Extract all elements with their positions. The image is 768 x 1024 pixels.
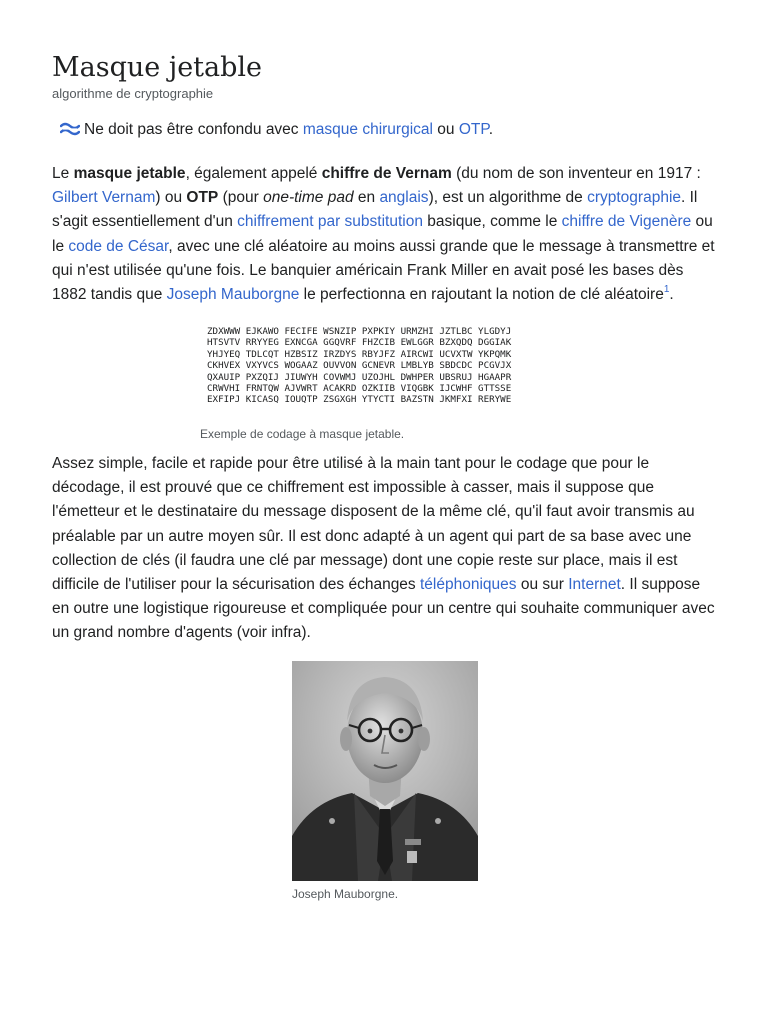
page-subtitle: algorithme de cryptographie [52, 86, 214, 101]
hatnote-suffix: . [488, 121, 494, 138]
link-joseph-mauborgne[interactable]: Joseph Mauborgne [166, 286, 300, 304]
text: ) ou [155, 189, 187, 207]
code-line: HTSVTV RRYYEG EXNCGA GGQVRF FHZCIB EWLGGR BZXQDQ DGGIAK [207, 337, 512, 349]
text: Le [52, 165, 74, 182]
code-line: EXFIPJ KICASQ IOUQTP ZSGXGH YTYCTI BAZSTN JKMFXI RERYWE [207, 394, 512, 406]
code-line: YHJYEQ TDLCQT HZBSIZ IRZDYS RBYJFZ AIRCWI UCVXTW YKPQMK [207, 348, 512, 360]
text: ou sur [516, 576, 569, 594]
link-telephoniques[interactable]: téléphoniques [420, 576, 517, 594]
text: , également appelé [185, 165, 322, 182]
portrait-caption: Joseph Mauborgne. [292, 887, 399, 901]
disambiguation-icon [60, 121, 80, 137]
code-example [207, 326, 511, 406]
body-paragraph [52, 452, 718, 646]
link-anglais[interactable]: anglais [379, 189, 429, 207]
link-gilbert-vernam[interactable]: Gilbert Vernam [52, 189, 156, 207]
text: . [669, 286, 674, 304]
bold-term-masque-jetable: masque jetable [73, 165, 186, 182]
text: , avec une clé aléatoire au moins aussi grande que le message à transmettre et qui n'est utilisée qu'une fois. Le banquier américain Frank Miller en avait posé les bases dès 1882 tandis que [52, 237, 715, 304]
hatnote-middle: ou [432, 121, 459, 138]
text: . Il s'agit essentiellement d'un [52, 189, 698, 231]
italic-term-one-time-pad: one-time pad [263, 189, 354, 207]
text: basique, comme le [422, 213, 562, 231]
portrait-image[interactable] [292, 661, 478, 881]
page-title: Masque jetable [52, 52, 263, 83]
hatnote-prefix: Ne doit pas être confondu avec [84, 121, 303, 138]
text: Assez simple, facile et rapide pour être utilisé à la main tant pour le codage que pour le décodage, il est prouvé que ce chiffrement est impossible à casser, mais il suppose que l'émetteur et le destinataire du message disposent de la même clé, qu'il faut avoir transmis au préalable par un autre moyen sûr. Il est donc adapté à un agent qui part de sa base avec une collection de clés (il faudra une clé par message) dont une copie reste sur place, mais il est difficile de l'utiliser pour la sécurisation des échanges [52, 455, 695, 594]
hatnote [60, 119, 493, 141]
link-code-de-cesar[interactable]: code de César [68, 237, 169, 255]
text: le perfectionna en rajoutant la notion de clé aléatoire [299, 286, 664, 304]
text: . Il suppose en outre une logistique rigoureuse et compliquée pour un centre qui souhaite communiquer avec un grand nombre d'agents (voir infra). [52, 576, 715, 642]
code-line: CKHVEX VXYVCS WOGAAZ OUVVON GCNEVR LMBLYB SBDCDC PCGVJX [207, 360, 512, 372]
text: (du nom de son inventeur en 1917 : [451, 165, 701, 182]
link-otp[interactable]: OTP [458, 121, 489, 138]
text: (pour [218, 189, 264, 207]
link-internet[interactable]: Internet [568, 576, 621, 594]
link-cryptographie[interactable]: cryptographie [587, 189, 682, 207]
portrait-illustration [292, 661, 478, 881]
text: ), est un algorithme de [428, 189, 588, 207]
text: ou le [52, 213, 713, 255]
code-line: CRWVHI FRNTQW AJVWRT ACAKRD OZKIIB VIQGBK IJCWHF GTTSSE [207, 383, 512, 395]
link-masque-chirurgical[interactable]: masque chirurgical [302, 121, 433, 138]
bold-term-otp: OTP [186, 189, 219, 207]
text: en [353, 189, 380, 207]
code-caption: Exemple de codage à masque jetable. [200, 427, 405, 441]
link-chiffrement-par-substitution[interactable]: chiffrement par substitution [237, 213, 423, 231]
code-line: QXAUIP PXZQIJ JIUWYH COVWMJ UZOJHL DWHPER UBSRUJ HGAAPR [207, 371, 512, 383]
intro-paragraph [52, 162, 718, 307]
code-line: ZDXWWW EJKAWO FECIFE WSNZIP PXPKIY URMZHI JZTLBC YLGDYJ [207, 326, 512, 337]
bold-term-chiffre-de-vernam: chiffre de Vernam [321, 165, 452, 182]
link-chiffre-de-vigenere[interactable]: chiffre de Vigenère [561, 213, 692, 231]
reference-1[interactable]: 1 [663, 284, 670, 296]
